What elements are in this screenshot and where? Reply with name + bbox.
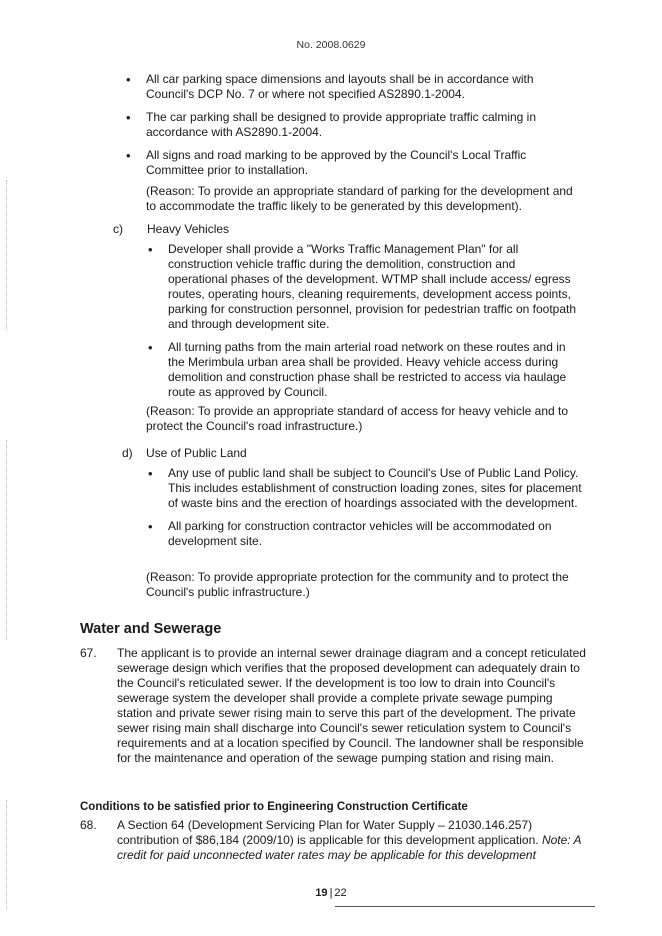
heavy-vehicles-heading	[113, 222, 229, 237]
scan-margin-marks	[6, 440, 8, 640]
footer-rule	[335, 906, 595, 907]
document-number: No. 2008.0629	[296, 39, 366, 51]
conditions-heading: Conditions to be satisfied prior to Engineering Construction Certificate	[80, 801, 468, 813]
list-item: • All signs and road marking to be approved by the Council's Local Traffic Committee prior to installation.	[124, 148, 564, 178]
heavy-vehicle-conditions	[146, 242, 576, 408]
page-total: 22	[334, 887, 347, 899]
list-item: • All parking for construction contractor vehicles will be accommodated on development site.	[146, 519, 591, 549]
page-footer	[0, 886, 662, 901]
parking-conditions	[124, 72, 564, 186]
public-land-reason: (Reason: To provide appropriate protection for the community and to protect the Council's public infrastructure.)	[146, 570, 569, 599]
list-item: • All turning paths from the main arterial road network on these routes and in the Merimbula urban area shall be provided. Heavy vehicle access during demolition and construction phase shall be restricted to access via haulage route as approved by Council.	[146, 340, 576, 400]
page-number: 19	[315, 887, 328, 899]
public-land-heading	[122, 446, 247, 461]
scan-margin-marks	[6, 180, 8, 330]
condition-68	[80, 818, 590, 863]
subsection-title: Heavy Vehicles	[147, 222, 230, 236]
list-item: • Developer shall provide a "Works Traffic Management Plan" for all construction vehicle traffic during the demolition, construction and operational phases of the development. WTMP shall include access/ egress routes, operating hours, cleaning requirements, development access points, parking for construction personnel, provision for pedestrian traffic on footpath and through development site.	[146, 242, 576, 332]
page-separator: |	[329, 887, 333, 899]
condition-text	[117, 818, 590, 863]
condition-number: 68.	[80, 818, 97, 832]
heavy-vehicles-reason: (Reason: To provide an appropriate standard of access for heavy vehicle and to protect the Council's road infrastructure.)	[146, 404, 569, 433]
subsection-title: Use of Public Land	[146, 446, 247, 460]
list-item: • The car parking shall be designed to provide appropriate traffic calming in accordance with AS2890.1-2004.	[124, 110, 564, 140]
section-title: Water and Sewerage	[80, 621, 222, 637]
condition-68-note: Note: A credit for paid unconnected water rates may be applicable for this development	[117, 833, 582, 862]
condition-text: The applicant is to provide an internal sewer drainage diagram and a concept reticulated sewerage design which verifies that the proposed development can adequately drain to the Council's reticulated sewer. If the development is too low to drain into Council's sewerage system the developer shall provide a complete private sewage pumping station and private sewer rising main to serve this part of the development. The private sewer rising main shall discharge into Council's sewer reticulation system to Council's requirements and at a location specified by Council. The landowner shall be responsible for the maintenance and operation of the sewage pumping station and rising main.	[117, 646, 586, 765]
condition-68-text: A Section 64 (Development Servicing Plan for Water Supply – 21030.146.257) contribution of $86,184 (2009/10) is applicable for this development application.	[117, 818, 539, 847]
parking-reason: (Reason: To provide an appropriate standard of parking for the development and to accommodate the traffic likely to be generated by this development).	[146, 184, 573, 213]
subsection-label: d)	[122, 446, 133, 460]
public-land-conditions	[146, 466, 591, 557]
list-item: • All car parking space dimensions and layouts shall be in accordance with Council's DCP No. 7 or where not specified AS2890.1-2004.	[124, 72, 564, 102]
condition-67	[80, 646, 590, 766]
condition-number: 67.	[80, 646, 97, 660]
list-item: • Any use of public land shall be subject to Council's Use of Public Land Policy. This includes establishment of construction loading zones, sites for placement of waste bins and the erection of hoardings associated with the development.	[146, 466, 591, 511]
subsection-label: c)	[113, 222, 123, 236]
